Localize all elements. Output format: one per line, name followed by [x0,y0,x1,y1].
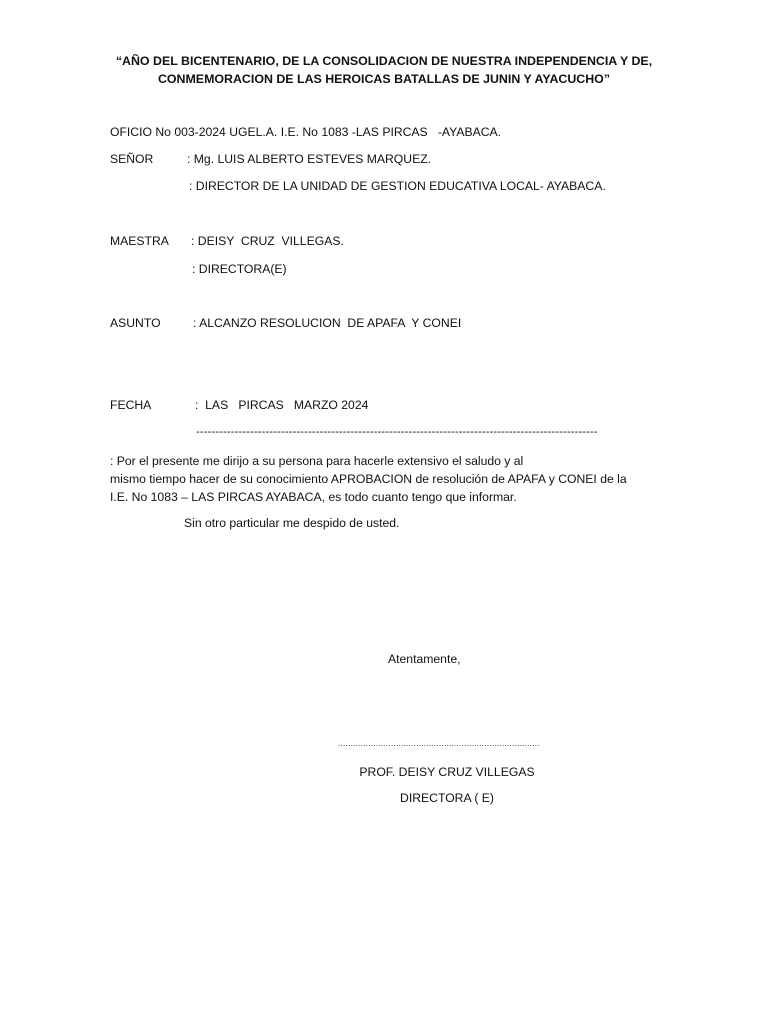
asunto-value: : ALCANZO RESOLUCION DE APAFA Y CONEI [193,316,462,330]
signature-title: DIRECTORA ( E) [400,791,494,805]
senor-role: : DIRECTOR DE LA UNIDAD DE GESTION EDUCATIVA LOCAL- AYABACA. [189,179,606,193]
atentamente: Atentamente, [388,652,461,666]
senor-name: : Mg. LUIS ALBERTO ESTEVES MARQUEZ. [187,152,432,166]
maestra-name: : DEISY CRUZ VILLEGAS. [191,234,344,248]
signature-name: PROF. DEISY CRUZ VILLEGAS [359,765,535,779]
maestra-role: : DIRECTORA(E) [192,262,287,276]
header-title [80,52,688,88]
header-line-2: CONMEMORACION DE LAS HEROICAS BATALLAS DE JUNIN Y AYACUCHO” [157,72,611,86]
oficio-reference: OFICIO No 003-2024 UGEL.A. I.E. No 1083 -LAS PIRCAS -AYABACA. [110,125,502,139]
body-line-3: I.E. No 1083 – LAS PIRCAS AYABACA, es todo cuanto tengo que informar. [110,490,517,504]
closing-line: Sin otro particular me despido de usted. [184,516,400,530]
maestra-label: MAESTRA [110,234,169,248]
separator-line: -------------------------------------------------------------------------------------------------------- [196,426,598,438]
signature-dotted-line: ................................................................................ [338,739,540,748]
fecha-label: FECHA [110,398,152,412]
body-paragraph [110,452,655,506]
header-line-1: “AÑO DEL BICENTENARIO, DE LA CONSOLIDACION DE NUESTRA INDEPENDENCIA Y DE, [115,54,653,68]
fecha-value: : LAS PIRCAS MARZO 2024 [195,398,369,412]
body-line-1: : Por el presente me dirijo a su persona para hacerle extensivo el saludo y al [110,454,524,468]
senor-label: SEÑOR [110,152,154,166]
asunto-label: ASUNTO [110,316,161,330]
body-line-2: mismo tiempo hacer de su conocimiento APROBACION de resolución de APAFA y CONEI de la [110,472,627,486]
